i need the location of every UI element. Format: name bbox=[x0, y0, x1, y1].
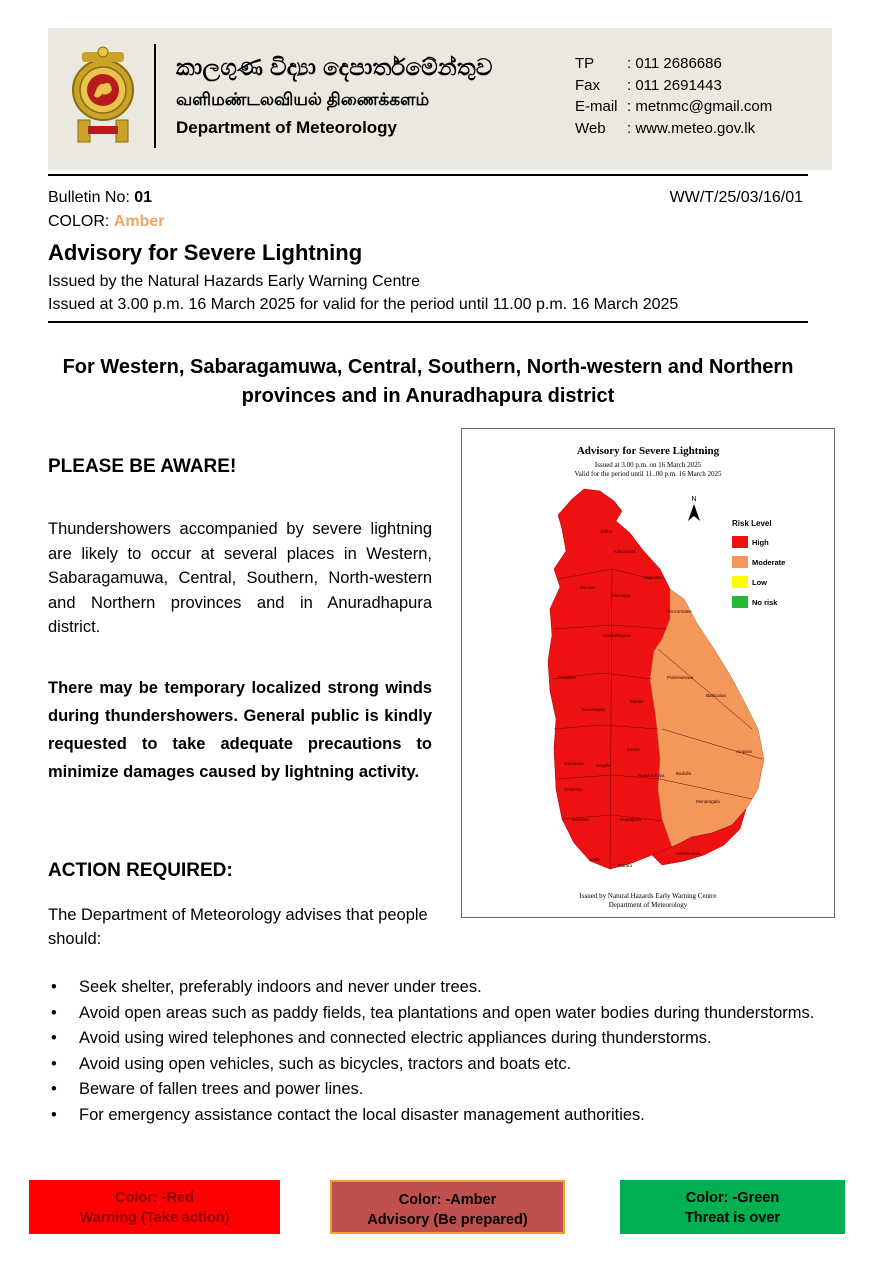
advisory-title: Advisory for Severe Lightning bbox=[48, 240, 363, 265]
moderate-risk-region bbox=[650, 589, 764, 847]
department-name-sinhala: කාලගුණ විද්‍යා දෙපාර්තමේන්තුව bbox=[176, 54, 493, 80]
legend-swatch bbox=[732, 576, 748, 588]
district-label: Ratnapura bbox=[620, 817, 642, 822]
list-item: • Avoid using open vehicles, such as bicycles, tractors and boats etc. bbox=[51, 1054, 572, 1073]
map-issued: Issued at 3.00 p.m. on 16 March 2025 bbox=[594, 461, 702, 469]
district-label: Ampara bbox=[736, 749, 752, 754]
legend-swatch bbox=[732, 596, 748, 608]
district-label: Mullaitivu bbox=[644, 575, 663, 580]
risk-map bbox=[461, 428, 835, 918]
legend-swatch bbox=[732, 536, 748, 548]
district-label: Galle bbox=[590, 857, 601, 862]
legend-item-low: Low bbox=[732, 576, 772, 596]
color-key-title: Color: -Green bbox=[685, 1190, 780, 1206]
issued-by: Issued by the Natural Hazards Early Warning Centre bbox=[48, 273, 421, 290]
affected-provinces-heading: For Western, Sabaragamuwa, Central, Southern, North-western and Northern provinces and in Anuradhapura district bbox=[62, 356, 794, 407]
north-arrow-icon bbox=[688, 504, 700, 521]
legend-item-high: High bbox=[732, 536, 772, 556]
district-label: Kilinochchi bbox=[614, 549, 636, 554]
district-label: Puttalam bbox=[558, 675, 576, 680]
color-key-meaning: Warning (Take action) bbox=[79, 1210, 230, 1226]
list-item: • For emergency assistance contact the local disaster management authorities. bbox=[51, 1105, 645, 1124]
district-label: Polonnaruwa bbox=[667, 675, 694, 680]
action-heading: ACTION REQUIRED: bbox=[48, 860, 233, 881]
header-rule bbox=[48, 174, 808, 176]
issued-at: Issued at 3.00 p.m. 16 March 2025 for valid for the period until 11.00 p.m. 16 March 2025 bbox=[48, 296, 679, 313]
aware-heading: PLEASE BE AWARE! bbox=[48, 456, 237, 477]
district-label: Anuradhapura bbox=[602, 633, 631, 638]
district-label: Mannar bbox=[580, 585, 596, 590]
map-title: Advisory for Severe Lightning bbox=[576, 445, 720, 457]
contact-email[interactable]: E-mail : metnmc@gmail.com bbox=[575, 98, 773, 115]
contact-phone: TP : 011 2686686 bbox=[575, 55, 722, 72]
department-name-english: Department of Meteorology bbox=[176, 118, 398, 137]
list-item: • Beware of fallen trees and power lines. bbox=[51, 1080, 364, 1098]
legend-swatch bbox=[732, 556, 748, 568]
header-divider bbox=[154, 44, 156, 148]
district-label: Matale bbox=[630, 699, 644, 704]
list-item: • Avoid open areas such as paddy fields, tea plantations and open water bodies during thunderstorms. bbox=[51, 1003, 815, 1022]
list-item: • Seek shelter, preferably indoors and never under trees. bbox=[51, 978, 482, 996]
advice-list bbox=[48, 975, 828, 1128]
legend-item-no-risk: No risk bbox=[732, 596, 772, 616]
color-key-meaning: Threat is over bbox=[684, 1210, 781, 1226]
list-item: • Avoid using wired telephones and connected electric appliances during thunderstorms. bbox=[51, 1029, 712, 1047]
district-label: Colombo bbox=[564, 787, 583, 792]
legend-item-moderate: Moderate bbox=[732, 556, 772, 576]
district-label: Vavuniya bbox=[612, 593, 631, 598]
bulletin-reference: WW/T/25/03/16/01 bbox=[669, 189, 803, 206]
map-legend bbox=[732, 519, 786, 616]
district-label: Kandy bbox=[627, 747, 640, 752]
section-rule bbox=[48, 321, 808, 323]
district-label: Trincomalee bbox=[667, 609, 692, 614]
advice-intro: The Department of Meteorology advises that people should: bbox=[48, 906, 428, 948]
legend-title: Risk Level bbox=[732, 519, 772, 528]
contact-block bbox=[575, 53, 772, 139]
map-valid: Valid for the period until 11..00 p.m. 16 March 2025 bbox=[574, 470, 722, 478]
bulletin-color: COLOR: Amber bbox=[48, 213, 165, 230]
contact-web[interactable]: Web : www.meteo.gov.lk bbox=[575, 119, 756, 137]
color-key-title: Color: -Red bbox=[115, 1190, 194, 1206]
district-label: Monaragala bbox=[696, 799, 720, 804]
district-label: Jaffna bbox=[600, 529, 613, 534]
department-name-tamil: வளிமண்டலவியல் திணைக்களம் bbox=[176, 90, 430, 109]
color-key-red bbox=[29, 1180, 280, 1234]
district-label: Batticaloa bbox=[706, 693, 726, 698]
district-label: Gampaha bbox=[564, 761, 584, 766]
precaution-paragraph: There may be temporary localized strong winds during thundershowers. General public is kindly requested to take adequate precautions to minimize damages caused by lightning activity. bbox=[48, 679, 432, 781]
district-label: Matara bbox=[618, 863, 633, 868]
district-label: Kegalle bbox=[596, 763, 612, 768]
contact-fax: Fax : 011 2691443 bbox=[575, 76, 722, 94]
letterhead bbox=[48, 28, 832, 170]
map-footer-department: Department of Meteorology bbox=[608, 901, 688, 909]
bulletin-number: Bulletin No: 01 bbox=[48, 189, 153, 206]
district-label: Nuwara Eliya bbox=[638, 773, 665, 778]
map-footer-issuer: Issued by Natural Hazards Early Warning Centre bbox=[579, 892, 717, 900]
sri-lanka-map bbox=[462, 429, 834, 917]
color-key-amber bbox=[330, 1180, 565, 1234]
district-label: Kalutara bbox=[572, 817, 589, 822]
warning-paragraph: Thundershowers accompanied by severe lightning are likely to occur at several places in Western, Sabaragamuwa, Central, Southern, North-western and Northern provinces and in Anuradhapura district. bbox=[48, 520, 432, 636]
district-label: Hambantota bbox=[676, 851, 701, 856]
color-key-green bbox=[620, 1180, 845, 1234]
sri-lanka-emblem-icon bbox=[68, 46, 138, 146]
district-label: Kurunegala bbox=[582, 707, 606, 712]
north-label: N bbox=[691, 496, 697, 503]
color-key-title: Color: -Amber bbox=[398, 1192, 497, 1208]
color-key-meaning: Advisory (Be prepared) bbox=[367, 1212, 528, 1228]
district-label: Badulla bbox=[676, 771, 692, 776]
